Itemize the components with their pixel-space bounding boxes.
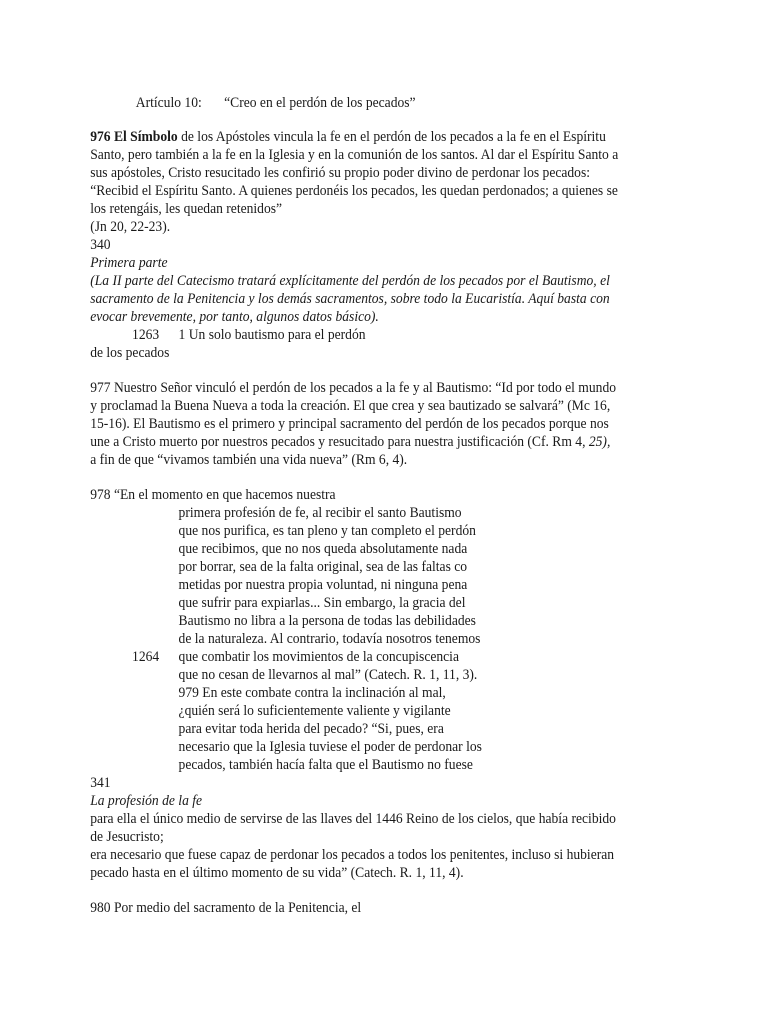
paragraph-977-line-5: a fin de que “vivamos también una vida nueva” (Rm 6, 4). — [90, 452, 408, 468]
subheading-bautismo-cont: de los pecados — [90, 345, 170, 361]
article-label: Artículo 10: — [135, 95, 202, 111]
quote-line-13: para evitar toda herida del pecado? “Si, pues, era — [178, 721, 444, 737]
article-title: “Creo en el perdón de los pecados” — [224, 95, 416, 111]
running-head-profesion: La profesión de la fe — [90, 793, 203, 809]
quote-line-15: pecados, también hacía falta que el Bautismo no fuese — [178, 757, 473, 773]
paragraph-978-line-1: 978 “En el momento en que hacemos nuestra — [90, 487, 336, 503]
quote-line-12: ¿quién será lo suficientemente valiente y vigilante — [178, 703, 451, 719]
tail-line-4: pecado hasta en el último momento de su vida” (Catech. R. 1, 11, 4). — [90, 865, 464, 881]
section-heading-primera-parte: Primera parte — [90, 255, 168, 271]
primera-note-line-3: evocar brevemente, por tanto, algunos datos básico). — [90, 309, 379, 325]
quote-line-8: de la naturaleza. Al contrario, todavía nosotros tenemos — [178, 631, 481, 647]
quote-line-9: que combatir los movimientos de la concupiscencia — [178, 649, 459, 665]
quote-line-1: primera profesión de fe, al recibir el santo Bautismo — [178, 505, 462, 521]
quote-line-4: por borrar, sea de la falta original, sea de las faltas co — [178, 559, 468, 575]
quote-line-6: que sufrir para expiarlas... Sin embargo, la gracia del — [178, 595, 466, 611]
paragraph-977-line-4-text: une a Cristo muerto por nuestros pecados y resucitado para nuestra justificación (Cf. Rm 4, — [90, 434, 589, 450]
tail-line-2: de Jesucristo; — [90, 829, 164, 845]
tail-line-1: para ella el único medio de servirse de las llaves del 1446 Reino de los cielos, que había recibido — [90, 811, 616, 827]
paragraph-976-line-1 — [90, 128, 606, 146]
page-number-341: 341 — [90, 775, 111, 791]
paragraph-977-line-3: 15-16). El Bautismo es el primero y principal sacramento del perdón de los pecados porque nos — [90, 416, 609, 432]
quote-line-2: que nos purifica, es tan pleno y tan completo el perdón — [178, 523, 476, 539]
quote-line-10: que no cesan de llevarnos al mal” (Catech. R. 1, 11, 3). — [178, 667, 478, 683]
quote-line-5: metidas por nuestra propia voluntad, ni ninguna pena — [178, 577, 468, 593]
paragraph-976-line-6: (Jn 20, 22-23). — [90, 219, 171, 235]
paragraph-976-line-4: “Recibid el Espíritu Santo. A quienes perdonéis los pecados, les quedan perdonados; a quienes se — [90, 183, 618, 199]
tail-line-3: era necesario que fuese capaz de perdonar los pecados a todos los penitentes, incluso si hubieran — [90, 847, 615, 863]
paragraph-977-line-4 — [90, 433, 610, 451]
primera-note-line-2: sacramento de la Penitencia y los demás sacramentos, sobre todo la Eucaristía. Aquí basta con — [90, 291, 610, 307]
quote-line-11: 979 En este combate contra la inclinación al mal, — [178, 685, 446, 701]
paragraph-977-line-2: y proclamad la Buena Nueva a toda la creación. El que crea y sea bautizado se salvará” (Mc 16, — [90, 398, 611, 414]
paragraph-980-line-1: 980 Por medio del sacramento de la Penitencia, el — [90, 900, 362, 916]
citation-italic: 25), — [588, 434, 611, 450]
quote-line-7: Bautismo no libra a la persona de todas las debilidades — [178, 613, 476, 629]
paragraph-976-line-3: sus apóstoles, Cristo resucitado les confirió su propio poder divino de perdonar los pecados: — [90, 165, 591, 181]
paragraph-976-line-2: Santo, pero también a la fe en la Iglesia y en la comunión de los santos. Al dar el Espíritu Santo a — [90, 147, 619, 163]
primera-note-line-1: (La II parte del Catecismo tratará explícitamente del perdón de los pecados por el Bautismo, el — [90, 273, 610, 289]
quote-line-3: que recibimos, que no nos queda absolutamente nada — [178, 541, 468, 557]
quote-line-14: necesario que la Iglesia tuviese el poder de perdonar los — [178, 739, 482, 755]
paragraph-976-bold-lead: 976 El Símbolo — [90, 129, 178, 145]
margin-ref-1264: 1264 — [132, 649, 160, 665]
page-number-340: 340 — [90, 237, 111, 253]
paragraph-976-line-1-text: de los Apóstoles vincula la fe en el perdón de los pecados a la fe en el Espíritu — [177, 129, 606, 145]
paragraph-977-line-1: 977 Nuestro Señor vinculó el perdón de los pecados a la fe y al Bautismo: “Id por todo el mundo — [90, 380, 617, 396]
paragraph-976-line-5: los retengáis, les quedan retenidos” — [90, 201, 283, 217]
margin-ref-1263: 1263 — [132, 327, 160, 343]
subheading-bautismo: 1 Un solo bautismo para el perdón — [178, 327, 366, 343]
